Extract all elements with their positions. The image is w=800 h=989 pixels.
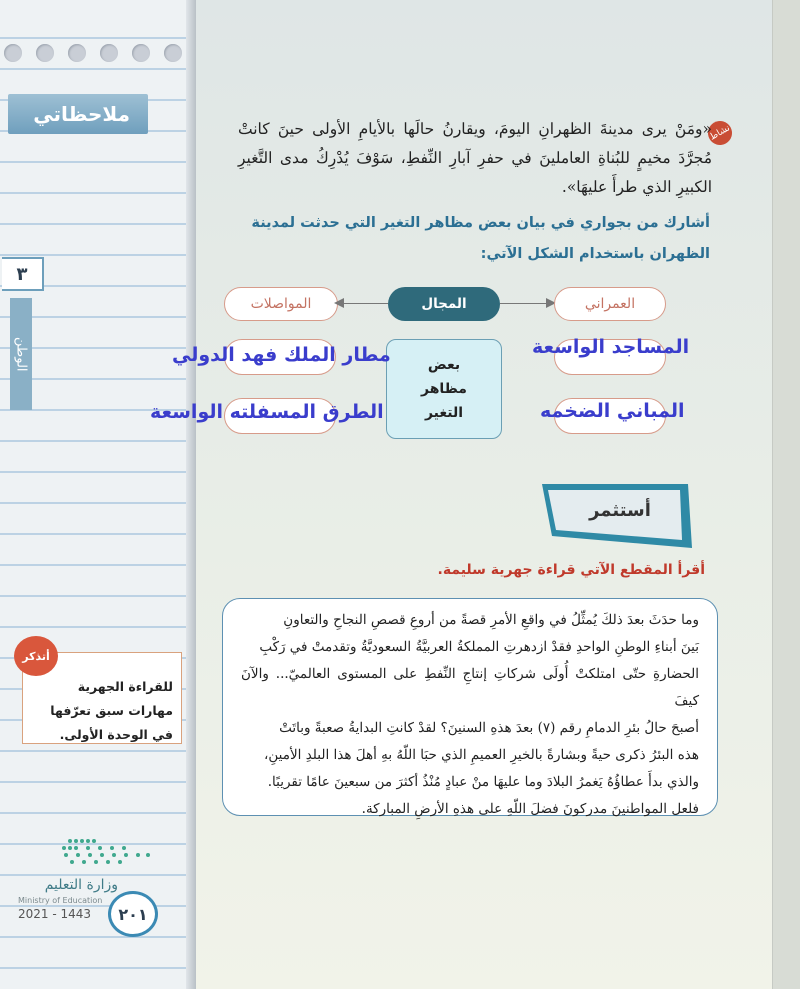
invest-label: أستثمر bbox=[589, 500, 651, 521]
quote-paragraph: «ومَنْ يرى مدينةَ الظهرانِ اليومَ، ويقارنُ حالَها بالأيامِ الأولى حينَ كانتْ مُجرَّدَ مخيمٍ للبُناةِ العاملينَ في حفرِ آبارِ النِّفطِ، سَوْفَ يُدْرِكُ مدى التَّغيرِ الكبيرِ الذي طرأَ عليهَا». bbox=[238, 120, 712, 196]
task-instruction: أشارك من بجواري في بيان بعض مظاهر التغير التي حدثت لمدينة الظهران باستخدام الشكل الآتي: bbox=[251, 215, 710, 262]
category-transport: المواصلات bbox=[224, 287, 338, 321]
passage-line: الحضارةِ حتّى امتلكتْ أُولَى شركاتِ إنتاجِ النِّفطِ على المستوى العالميّ... والآنَ كيفَ bbox=[241, 666, 699, 709]
unit-title-tab: الوطن bbox=[10, 298, 32, 410]
center-box-line: التغير bbox=[424, 405, 464, 421]
passage-line: والذي بدأَ عطاؤُهُ يَغمرُ البلادَ وما عليهَا منْ عبادٍ مُنْذُ أكثرَ من سبعينَ عامًا تقريبًا. bbox=[267, 774, 699, 790]
handwritten-answer: الطرق المسفلته الواسعة bbox=[150, 401, 384, 423]
ministry-name-ar: وزارة التعليم bbox=[44, 877, 118, 893]
page-number: ٢٠١ bbox=[108, 891, 158, 937]
activity-icon: نشاط bbox=[704, 117, 737, 150]
reading-instruction: أقرأ المقطع الآتي قراءة جهرية سليمة. bbox=[437, 562, 705, 578]
handwritten-answer: مطار الملك فهد الدولي bbox=[172, 344, 391, 366]
handwritten-answer: المباني الضخمه bbox=[540, 400, 685, 422]
passage-line: أصبحَ حالُ بئرِ الدمامِ رقم (٧) بعدَ هذهِ السنينَ؟ لقدْ كانتِ البدايةُ صعبةً وباتَتْ bbox=[279, 720, 699, 736]
binder-hole bbox=[100, 44, 118, 62]
binder-hole bbox=[68, 44, 86, 62]
binder-hole bbox=[36, 44, 54, 62]
arrow-left-icon bbox=[334, 298, 344, 308]
arrow-right-line bbox=[500, 303, 552, 304]
passage-line: فلعل المواطنينَ مدركونَ فضلَ اللّهِ على هذهِ الأرضِ المباركة. bbox=[361, 801, 699, 817]
passage-line: وما حدَثَ بعدَ ذلكَ يُمثِّلُ في واقعِ الأمرِ قصةً من أروعِ قصصِ النجاحِ والتعاونِ bbox=[283, 612, 699, 628]
passage-line: هذه البئرُ ذكرى حيةً وبشارةً بالخيرِ العميمِ الذي حبَا اللّهُ بهِ أهلَ هذا البلدِ الأمينِ، bbox=[264, 747, 699, 763]
ministry-logo-icon bbox=[30, 833, 160, 883]
year-label: 2021 - 1443 bbox=[18, 907, 92, 921]
center-box bbox=[386, 339, 502, 439]
unit-number: ٣ bbox=[2, 257, 44, 291]
handwritten-answer: المساجد الواسعة bbox=[532, 336, 690, 358]
remember-badge: أتذكر bbox=[14, 636, 58, 676]
binder-hole bbox=[132, 44, 150, 62]
category-urban: العمراني bbox=[554, 287, 666, 321]
binder-hole bbox=[164, 44, 182, 62]
domain-pill: المجال bbox=[388, 287, 500, 321]
ministry-name-en: Ministry of Education bbox=[18, 896, 103, 905]
page-spine bbox=[186, 0, 196, 989]
passage-line: بَينَ أبناءِ الوطنِ الواحدِ فقدْ ازدهرتِ المملكةُ العربيَّةُ السعوديَّةُ وتقدمتْ في رَكْبِ bbox=[259, 639, 699, 655]
notes-tab: ملاحظاتي bbox=[8, 94, 148, 134]
remember-note: للقراءة الجهرية مهارات سبق تعرّفها في الوحدة الأولى. bbox=[22, 652, 182, 744]
reading-passage bbox=[222, 598, 718, 816]
center-box-line: بعض bbox=[427, 357, 461, 373]
binder-hole bbox=[4, 44, 22, 62]
page-edge bbox=[772, 0, 800, 989]
center-box-line: مظاهر bbox=[421, 381, 467, 397]
